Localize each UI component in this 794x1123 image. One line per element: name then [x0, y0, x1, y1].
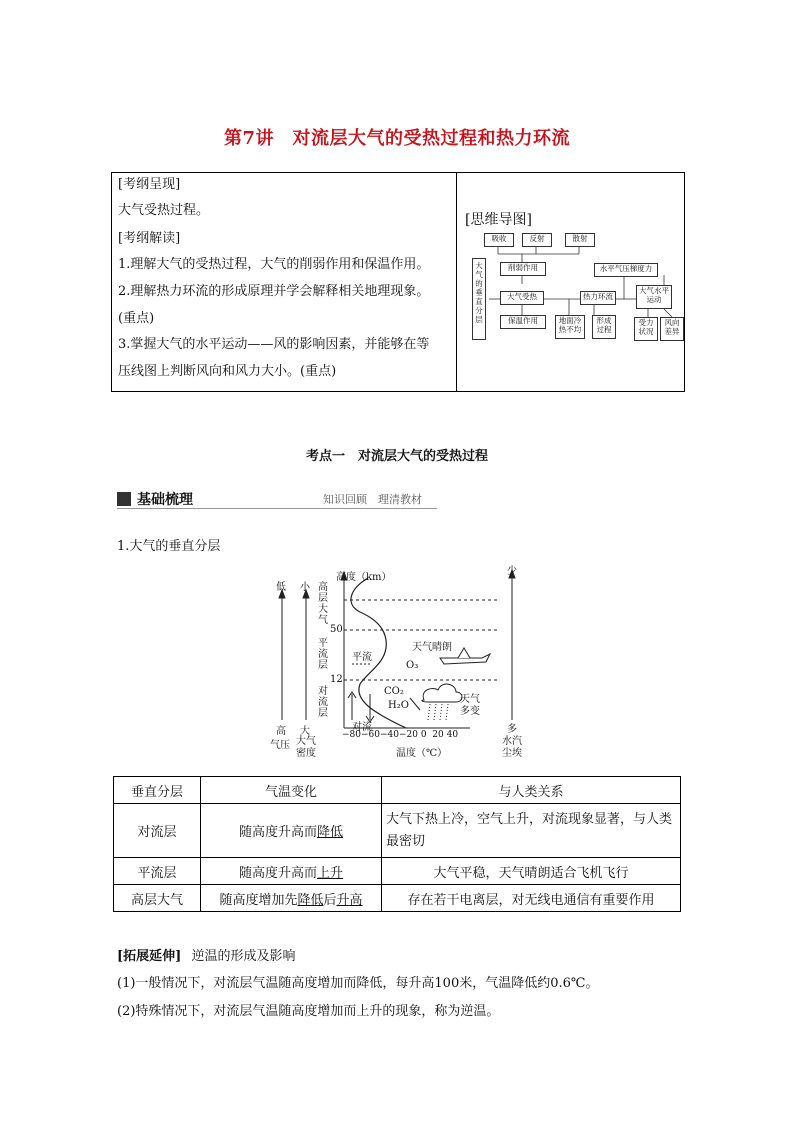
- h2o-label: H₂O: [388, 700, 409, 711]
- mindmap-node-insulate: 保温作用: [500, 315, 546, 329]
- extension-heading: [117, 945, 295, 964]
- mindmap-title: [思维导图]: [465, 212, 532, 228]
- co2-label: CO₂: [384, 686, 404, 697]
- temp-cell: 随高度升高而降低: [201, 804, 382, 858]
- temp-cell: 随高度增加先降低后升高: [201, 885, 382, 912]
- table-row: [114, 885, 681, 912]
- height-axis-label: 高度（km）: [336, 572, 392, 583]
- banner-subtitle: 知识回顾 理清教材: [323, 493, 422, 506]
- mindmap-node-uneven: 地面冷热不均: [555, 315, 585, 339]
- mindmap-node-scatter: 散射: [565, 233, 595, 247]
- table-header-row: [114, 777, 681, 804]
- convection-label: 对流: [352, 722, 372, 733]
- mindmap-node-formation: 形成过程: [592, 315, 616, 339]
- table-row: [114, 804, 681, 858]
- pressure-label: 气压: [270, 740, 290, 751]
- troposphere-label: 对流层: [318, 686, 328, 719]
- interpretation-item-3-cont: 压线图上判断风向和风力大小。(重点): [118, 364, 337, 379]
- stratosphere-label: 平流层: [318, 638, 328, 671]
- mindmap-node-horizontal: 大气水平运动: [636, 285, 672, 309]
- layer-cell: 对流层: [114, 804, 201, 858]
- weather-change-label: 天气多变: [460, 694, 480, 717]
- many-label: 多: [507, 724, 517, 735]
- low-label: 低: [276, 582, 286, 593]
- relation-cell: 大气平稳，天气晴朗适合飞机飞行: [382, 858, 681, 885]
- temp-cell: 随高度升高而上升: [201, 858, 382, 885]
- layer-cell: 高层大气: [114, 885, 201, 912]
- header-cell: 垂直分层: [114, 777, 201, 804]
- extension-paragraph-1: (1)一般情况下，对流层气温随高度增加而降低，每升高100米，气温降低约0.6℃。: [117, 976, 599, 991]
- header-cell: 气温变化: [201, 777, 382, 804]
- mindmap-node-force: 受力状况: [634, 317, 658, 341]
- extension-paragraph-2: (2)特殊情况下，对流层气温随高度增加而上升的现象，称为逆温。: [117, 1004, 500, 1019]
- big-label: 大: [300, 726, 310, 737]
- tick-50: 50: [330, 624, 343, 635]
- syllabus-text: 大气受热过程。: [118, 203, 210, 218]
- mindmap-node-wind: 风向差异: [660, 317, 684, 341]
- extension-label: [拓展延伸]: [117, 949, 182, 964]
- interpretation-heading: [考纲解读]: [118, 231, 181, 246]
- relation-cell: 存在若干电离层，对无线电通信有重要作用: [382, 885, 681, 912]
- high-pressure-label: 高: [276, 726, 286, 737]
- section-title: 考点一 对流层大气的受热过程: [305, 449, 488, 464]
- mindmap-node-vertical: 大气的垂直分层: [472, 258, 486, 340]
- tick-12: 12: [330, 674, 343, 685]
- temperature-ticks: −80−60−40−20 0 20 40: [342, 730, 459, 740]
- syllabus-panel: [112, 173, 457, 391]
- banner-square-icon: [117, 492, 131, 506]
- item-1-heading: 1.大气的垂直分层: [117, 539, 221, 554]
- mindmap-node-reflect: 反射: [522, 233, 552, 247]
- small-label: 小: [300, 582, 310, 593]
- header-cell: 与人类关系: [382, 777, 681, 804]
- section-banner: [117, 489, 437, 513]
- syllabus-heading: [考纲呈现]: [118, 177, 181, 192]
- interpretation-item-3: 3.掌握大气的水平运动——风的影响因素，并能够在等: [118, 337, 430, 352]
- relation-cell: 大气下热上冷，空气上升，对流现象显著，与人类最密切: [382, 804, 681, 858]
- banner-title: 基础梳理: [137, 492, 193, 508]
- page-title: 第7讲 对流层大气的受热过程和热力环流: [223, 128, 571, 149]
- density-label: 大气密度: [296, 736, 316, 759]
- mindmap-node-heating: 大气受热: [500, 291, 544, 305]
- table-row: [114, 858, 681, 885]
- temperature-axis-label: 温度（℃）: [396, 748, 448, 759]
- vapor-dust-label: 水汽尘埃: [502, 736, 522, 759]
- layers-table: [113, 776, 681, 912]
- banner-rule: [117, 508, 437, 509]
- mindmap-node-absorb: 吸收: [484, 233, 514, 247]
- advection-label: 平流: [352, 652, 372, 663]
- syllabus-box: [111, 172, 685, 392]
- interpretation-item-1: 1.理解大气的受热过程，大气的削弱作用和保温作用。: [118, 257, 430, 272]
- mindmap: [464, 233, 684, 353]
- mindmap-node-gradient: 水平气压梯度力: [594, 263, 658, 277]
- extension-title: 逆温的形成及影响: [191, 949, 296, 964]
- interpretation-item-2-note: (重点): [118, 311, 155, 326]
- layer-cell: 平流层: [114, 858, 201, 885]
- few-label: 少: [507, 566, 517, 577]
- interpretation-item-2: 2.理解热力环流的形成原理并学会解释相关地理现象。: [118, 284, 430, 299]
- ozone-label: O₃: [406, 660, 419, 671]
- mindmap-node-circulation: 热力环流: [580, 291, 616, 305]
- mindmap-node-weaken: 削弱作用: [500, 262, 546, 276]
- atmosphere-figure: [260, 560, 540, 780]
- sunny-label: 天气晴朗: [412, 642, 452, 653]
- high-atmosphere-label: 高层大气: [318, 582, 328, 626]
